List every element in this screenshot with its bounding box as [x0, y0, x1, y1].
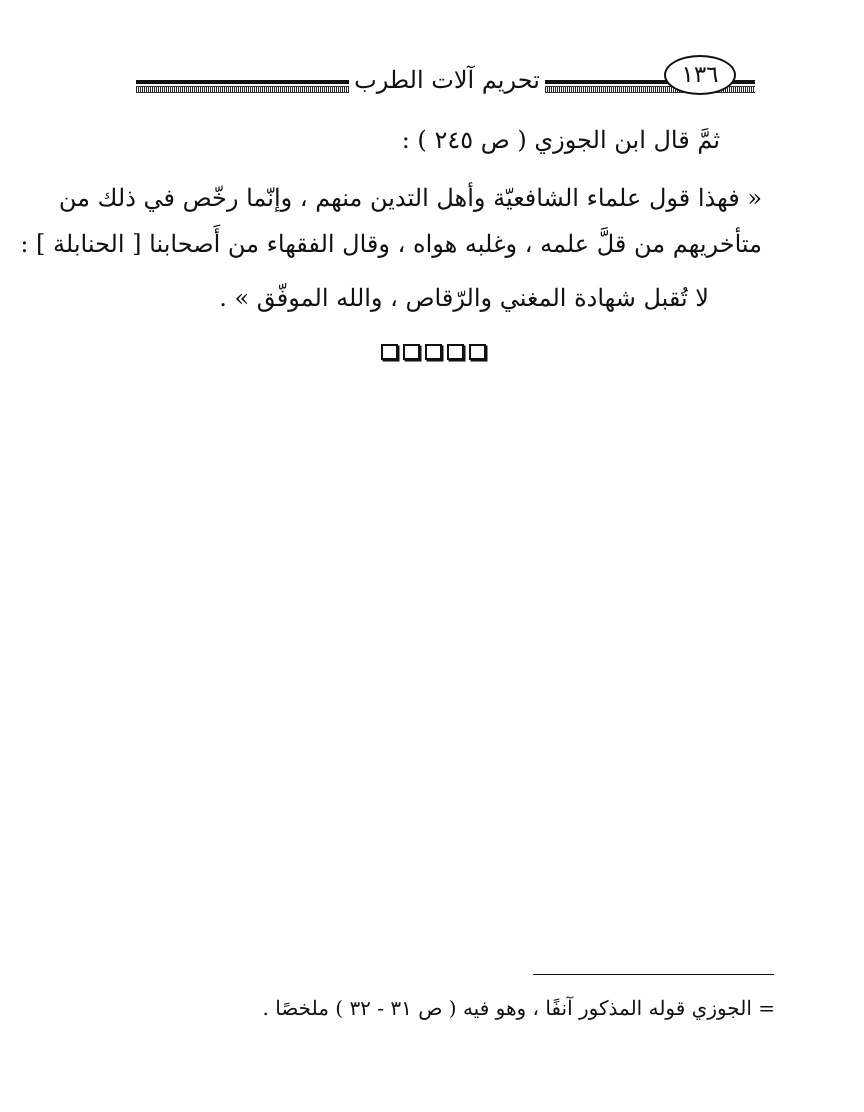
separator-box-icon [381, 344, 398, 360]
separator-box-icon [469, 344, 486, 360]
body-line-2: « فهذا قول علماء الشافعيّة وأهل التدين منهم ، وإنّما رخّص في ذلك من [58, 184, 762, 212]
body-line-3: متأخريهم من قلَّ علمه ، وغلبه هواه ، وقال الفقهاء من أَصحابنا [ الحنابلة ] : [20, 230, 762, 258]
footnote-rule [533, 974, 774, 975]
header-rule-left [136, 80, 349, 93]
footnote-text: = الجوزي قوله المذكور آنفًا ، وهو فيه ( ص ٣١ - ٣٢ ) ملخصًا . [262, 996, 775, 1020]
page-number-badge: ١٣٦ [664, 55, 736, 95]
section-separator [381, 344, 486, 364]
body-line-1: ثمَّ قال ابن الجوزي ( ص ٢٤٥ ) : [401, 126, 720, 154]
separator-box-icon [425, 344, 442, 360]
separator-box-icon [403, 344, 420, 360]
separator-box-icon [447, 344, 464, 360]
running-header [0, 0, 864, 110]
body-line-4: لا تُقبل شهادة المغني والرّقاص ، والله الموفّق » . [219, 284, 709, 312]
header-book-title: تحريم آلات الطرب [354, 66, 540, 94]
